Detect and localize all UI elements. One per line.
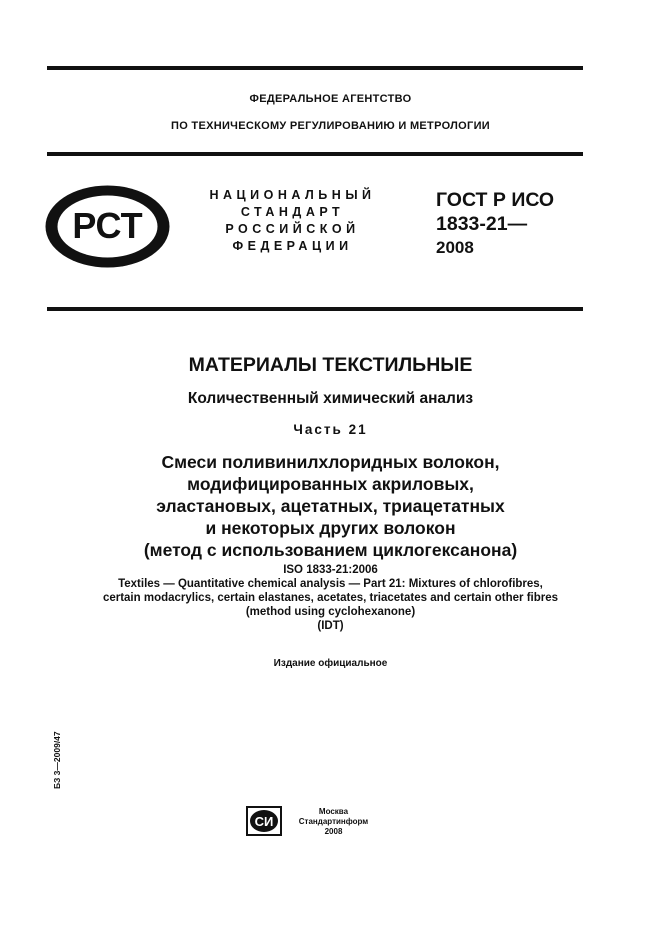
iso-line: (IDT)	[317, 620, 344, 632]
document-scope	[0, 451, 661, 561]
national-standard-line: РОССИЙСКОЙ	[225, 222, 360, 236]
publisher-block	[296, 807, 371, 837]
document-part: Часть 21	[293, 422, 368, 437]
agency-line-1: ФЕДЕРАЛЬНОЕ АГЕНТСТВО	[249, 93, 412, 105]
national-standard-line: СТАНДАРТ	[240, 205, 345, 219]
publisher-logo-text: СИ	[254, 814, 274, 829]
designation-year: 2008	[436, 238, 474, 257]
publisher-year: 2008	[324, 827, 343, 836]
header-rule	[47, 152, 583, 156]
scope-line: эластановых, ацетатных, триацетатных	[156, 496, 505, 516]
iso-line: (method using cyclohexanone)	[245, 606, 416, 618]
scope-line: и некоторых других волокон	[205, 518, 456, 538]
iso-line: Textiles — Quantitative chemical analysis — Part 21: Mixtures of chlorofibres,	[118, 578, 543, 590]
agency-line-2: ПО ТЕХНИЧЕСКОМУ РЕГУЛИРОВАНИЮ И МЕТРОЛОГИИ	[171, 120, 490, 132]
iso-reference	[0, 563, 661, 633]
top-rule	[47, 66, 583, 70]
iso-line: ISO 1833-21:2006	[283, 564, 378, 576]
national-standard-line: ФЕДЕРАЦИИ	[232, 239, 353, 253]
iso-line: certain modacrylics, certain elastanes, acetates, triacetates and certain other fibres	[102, 592, 559, 604]
designation-line-2: 1833-21—	[436, 213, 528, 235]
designation-rule	[47, 307, 583, 311]
document-subtitle: Количественный химический анализ	[187, 390, 474, 407]
national-standard-line: НАЦИОНАЛЬНЫЙ	[209, 188, 376, 202]
standartinform-logo-icon	[246, 806, 282, 836]
designation-line-1: ГОСТ Р ИСО	[436, 189, 555, 211]
rst-logo-text: РСТ	[72, 205, 143, 246]
edition-note: Издание официальное	[273, 658, 388, 669]
publisher-name: Стандартинформ	[298, 817, 369, 826]
rst-logo-icon	[43, 183, 172, 270]
scope-line: Смеси поливинилхлоридных волокон,	[161, 452, 500, 472]
publisher-city: Москва	[318, 807, 349, 816]
side-code: БЗ 3—2009/47	[52, 731, 62, 789]
scope-line: (метод с использованием циклогексанона)	[143, 540, 518, 560]
national-standard-block	[200, 187, 385, 255]
document-title: МАТЕРИАЛЫ ТЕКСТИЛЬНЫЕ	[188, 354, 473, 376]
scope-line: модифицированных акриловых,	[187, 474, 474, 494]
